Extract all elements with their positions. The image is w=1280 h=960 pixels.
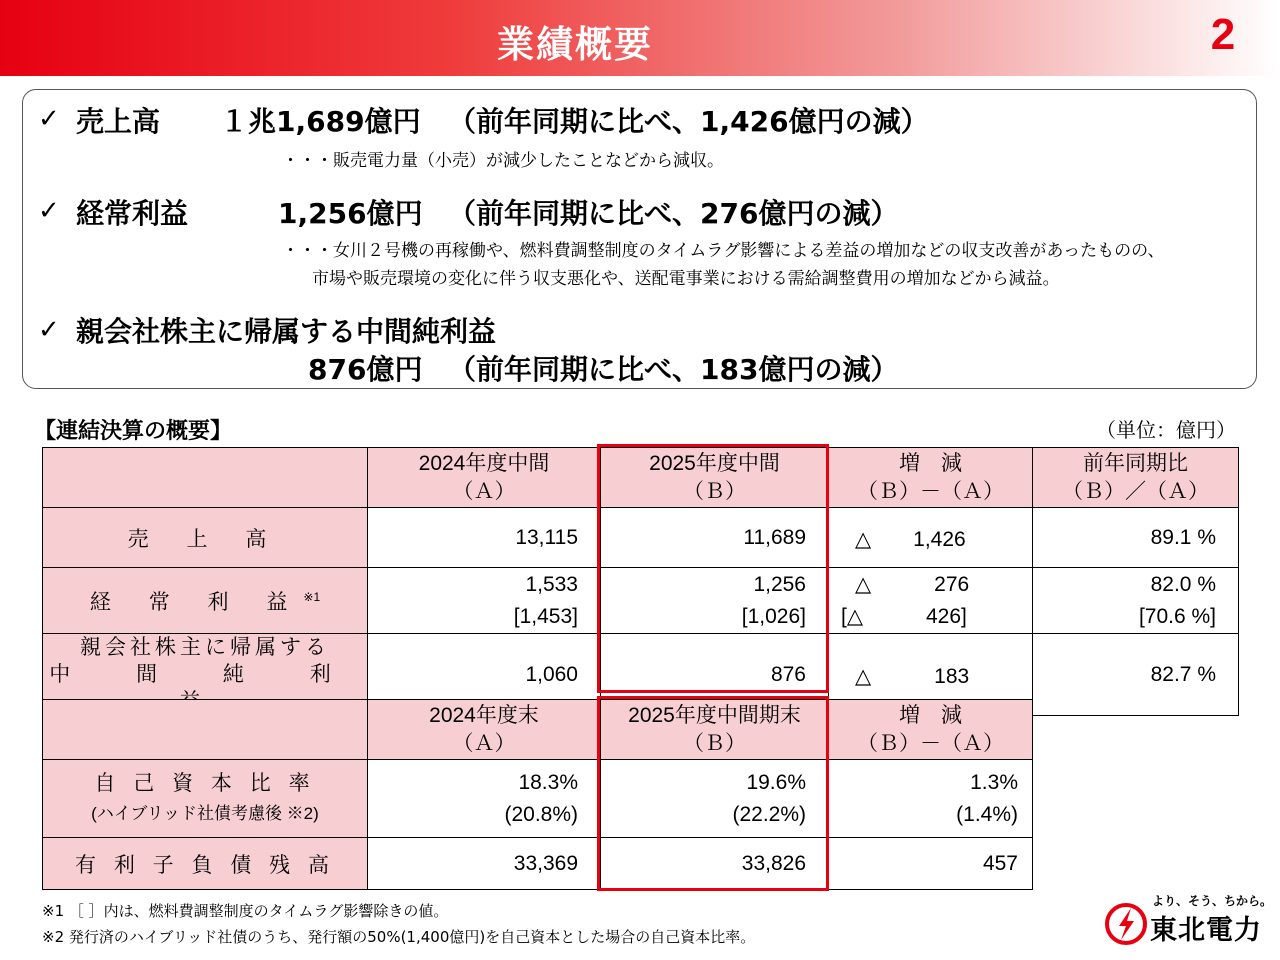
lightning-logo-icon <box>1104 902 1148 946</box>
summary-value-ordinary-profit: 1,256億円 <box>278 197 423 230</box>
cell-sales-b: 11,689 <box>601 508 829 568</box>
row-label-interest-bearing-debt: 有 利 子 負 債 残 高 <box>43 838 368 890</box>
cell-ordinary-profit-ratio: 82.0 % [70.6 %] <box>1033 568 1239 634</box>
row-label-equity-ratio: 自 己 資 本 比 率 (ハイブリッド社債考慮後 ※2) <box>43 760 368 838</box>
header-change: 増 減 （Ｂ）－（Ａ） <box>829 700 1033 760</box>
header-change: 増 減 （Ｂ）－（Ａ） <box>829 448 1033 508</box>
header-ratio: 前年同期比 （Ｂ）／（Ａ） <box>1033 448 1239 508</box>
cell-sales-a: 13,115 <box>368 508 601 568</box>
cell-equity-ratio-b: 19.6% (22.2%) <box>601 760 829 838</box>
table-row <box>43 838 1033 890</box>
footnote-2: ※2 発行済のハイブリッド社債のうち、発行額の50%(1,400億円)を自己資本とした場合の自己資本比率。 <box>42 928 756 946</box>
section-title: 【連結決算の概要】 <box>34 419 233 444</box>
summary-value-net-income: 876億円 <box>308 353 423 386</box>
summary-label-net-income: 親会社株主に帰属する中間純利益 <box>76 315 497 348</box>
header-2025-interim-end: 2025年度中間期末 （Ｂ） <box>601 700 829 760</box>
summary-note-ordinary-profit-1: ・・・女川２号機の再稼働や、燃料費調整制度のタイムラグ影響による差益の増加などの収支改善があったものの、 <box>282 241 1165 261</box>
summary-comparison-sales: （前年同期に比べ、1,426億円の減） <box>448 105 929 138</box>
consolidated-results-table <box>42 447 1239 716</box>
summary-label-sales: 売上高 <box>76 105 161 138</box>
header-blank <box>43 700 368 760</box>
row-label-net-income: 親会社株主に帰属する 中 間 純 利 <box>43 634 368 716</box>
cell-net-income-ratio: 82.7 % <box>1033 634 1239 716</box>
cell-net-income-diff: △ 183 <box>829 634 1033 716</box>
cell-ordinary-profit-b: 1,256 [1,026] <box>601 568 829 634</box>
cell-debt-a: 33,369 <box>368 838 601 890</box>
cell-sales-diff: △ 1,426 <box>829 508 1033 568</box>
unit-label: （単位：億円） <box>1096 418 1236 442</box>
summary-label-ordinary-profit: 経常利益 <box>76 197 189 230</box>
logo-name: 東北電力 <box>1150 915 1262 946</box>
cell-debt-diff: 457 <box>829 838 1033 890</box>
logo-slogan: より、そう、ちから。 <box>1152 894 1273 908</box>
table-row <box>43 568 1239 634</box>
cell-equity-ratio-a: 18.3% (20.8%) <box>368 760 601 838</box>
row-label-sales: 売 上 高 <box>43 508 368 568</box>
cell-net-income-a: 1,060 <box>368 634 601 716</box>
cell-sales-ratio: 89.1 % <box>1033 508 1239 568</box>
header-2024-interim: 2024年度中間 （Ａ） <box>368 448 601 508</box>
summary-note-ordinary-profit-2: 市場や販売環境の変化に伴う収支悪化や、送配電事業における需給調整費用の増加などから減益。 <box>312 269 1060 289</box>
cell-debt-b: 33,826 <box>601 838 829 890</box>
table-header-row <box>43 448 1239 508</box>
row-label-ordinary-profit: 経 常 利 益$^{※1}$ <box>43 568 368 634</box>
summary-comparison-ordinary-profit: （前年同期に比べ、276億円の減） <box>448 197 899 230</box>
summary-value-sales: １兆1,689億円 <box>220 105 421 138</box>
balance-table <box>42 699 1033 890</box>
check-icon: ✓ <box>38 315 60 345</box>
header-2024-end: 2024年度末 （Ａ） <box>368 700 601 760</box>
page-title: 業績概要 <box>497 23 653 66</box>
table-row <box>43 508 1239 568</box>
table-row <box>43 760 1033 838</box>
cell-ordinary-profit-a: 1,533 [1,453] <box>368 568 601 634</box>
check-icon: ✓ <box>38 196 60 226</box>
table-header-row <box>43 700 1033 760</box>
check-icon: ✓ <box>38 104 60 134</box>
summary-comparison-net-income: （前年同期に比べ、183億円の減） <box>448 353 899 386</box>
header-blank <box>43 448 368 508</box>
header-2025-interim: 2025年度中間 （Ｂ） <box>601 448 829 508</box>
cell-equity-ratio-diff: 1.3% (1.4%) <box>829 760 1033 838</box>
summary-note-sales: ・・・販売電力量（小売）が減少したことなどから減収。 <box>282 151 724 171</box>
footnote-1: ※1 ［ ］内は、燃料費調整制度のタイムラグ影響除きの値。 <box>42 902 449 920</box>
cell-ordinary-profit-diff: △ 276 [△ 426] <box>829 568 1033 634</box>
cell-net-income-b: 876 <box>601 634 829 716</box>
page-number: 2 <box>1210 10 1236 59</box>
